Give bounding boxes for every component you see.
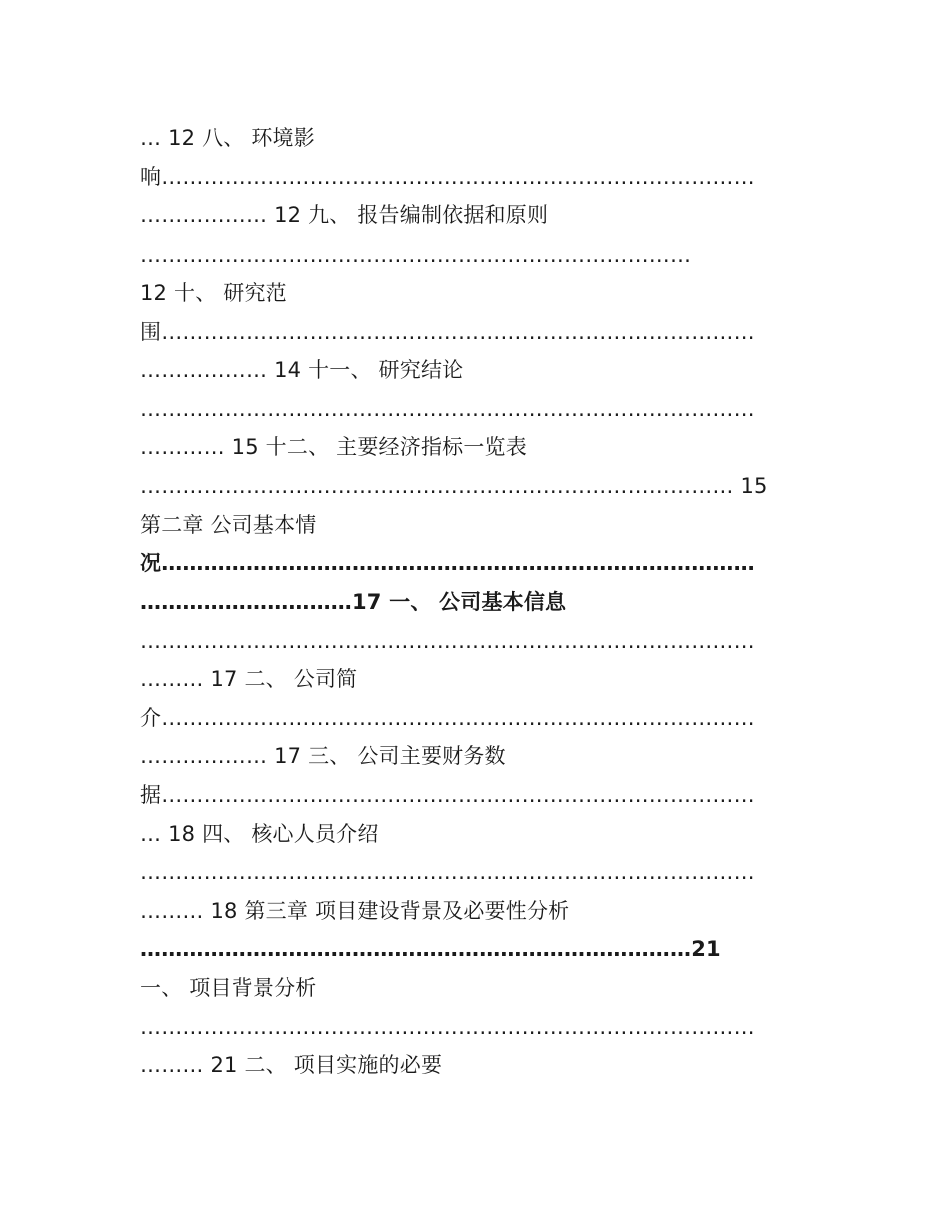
toc-line: ……………… 14 十一、 研究结论: [140, 358, 464, 382]
toc-line: ……………… 12 九、 报告编制依据和原则: [140, 203, 549, 227]
toc-line: ……………………………………………………………………21: [140, 937, 721, 961]
toc-line: ……………… 17 三、 公司主要财务数: [140, 744, 506, 768]
toc-line: … 18 四、 核心人员介绍: [140, 822, 379, 846]
toc-line: ……… 17 二、 公司简: [140, 667, 358, 691]
toc-line: ……………………………………………………………………………: [140, 860, 755, 884]
toc-line: … 12 八、 环境影: [140, 126, 315, 150]
chapter-heading: 第二章 公司基本情: [140, 513, 317, 537]
toc-line: …………………………17 一、 公司基本信息: [140, 590, 567, 614]
toc-line: 据…………………………………………………………………………: [140, 783, 755, 807]
toc-line: 介…………………………………………………………………………: [140, 706, 755, 730]
toc-line: ……………………………………………………………………………: [140, 629, 755, 653]
toc-line: ……………………………………………………………………: [140, 243, 692, 267]
toc-line: ……………………………………………………………………………: [140, 1015, 755, 1039]
toc-line: ……… 21 二、 项目实施的必要: [140, 1053, 443, 1077]
toc-line: ……………………………………………………………………………: [140, 397, 755, 421]
toc-line: 12 十、 研究范: [140, 281, 287, 305]
toc-line: ……… 18 第三章 项目建设背景及必要性分析: [140, 899, 570, 923]
toc-line: 响…………………………………………………………………………: [140, 165, 755, 189]
toc-line: 围…………………………………………………………………………: [140, 320, 755, 344]
toc-line: ………… 15 十二、 主要经济指标一览表: [140, 435, 527, 459]
toc-line: 一、 项目背景分析: [140, 976, 317, 1000]
toc-line: ………………………………………………………………………… 15: [140, 474, 768, 498]
toc-line: 况…………………………………………………………………………: [140, 551, 755, 575]
